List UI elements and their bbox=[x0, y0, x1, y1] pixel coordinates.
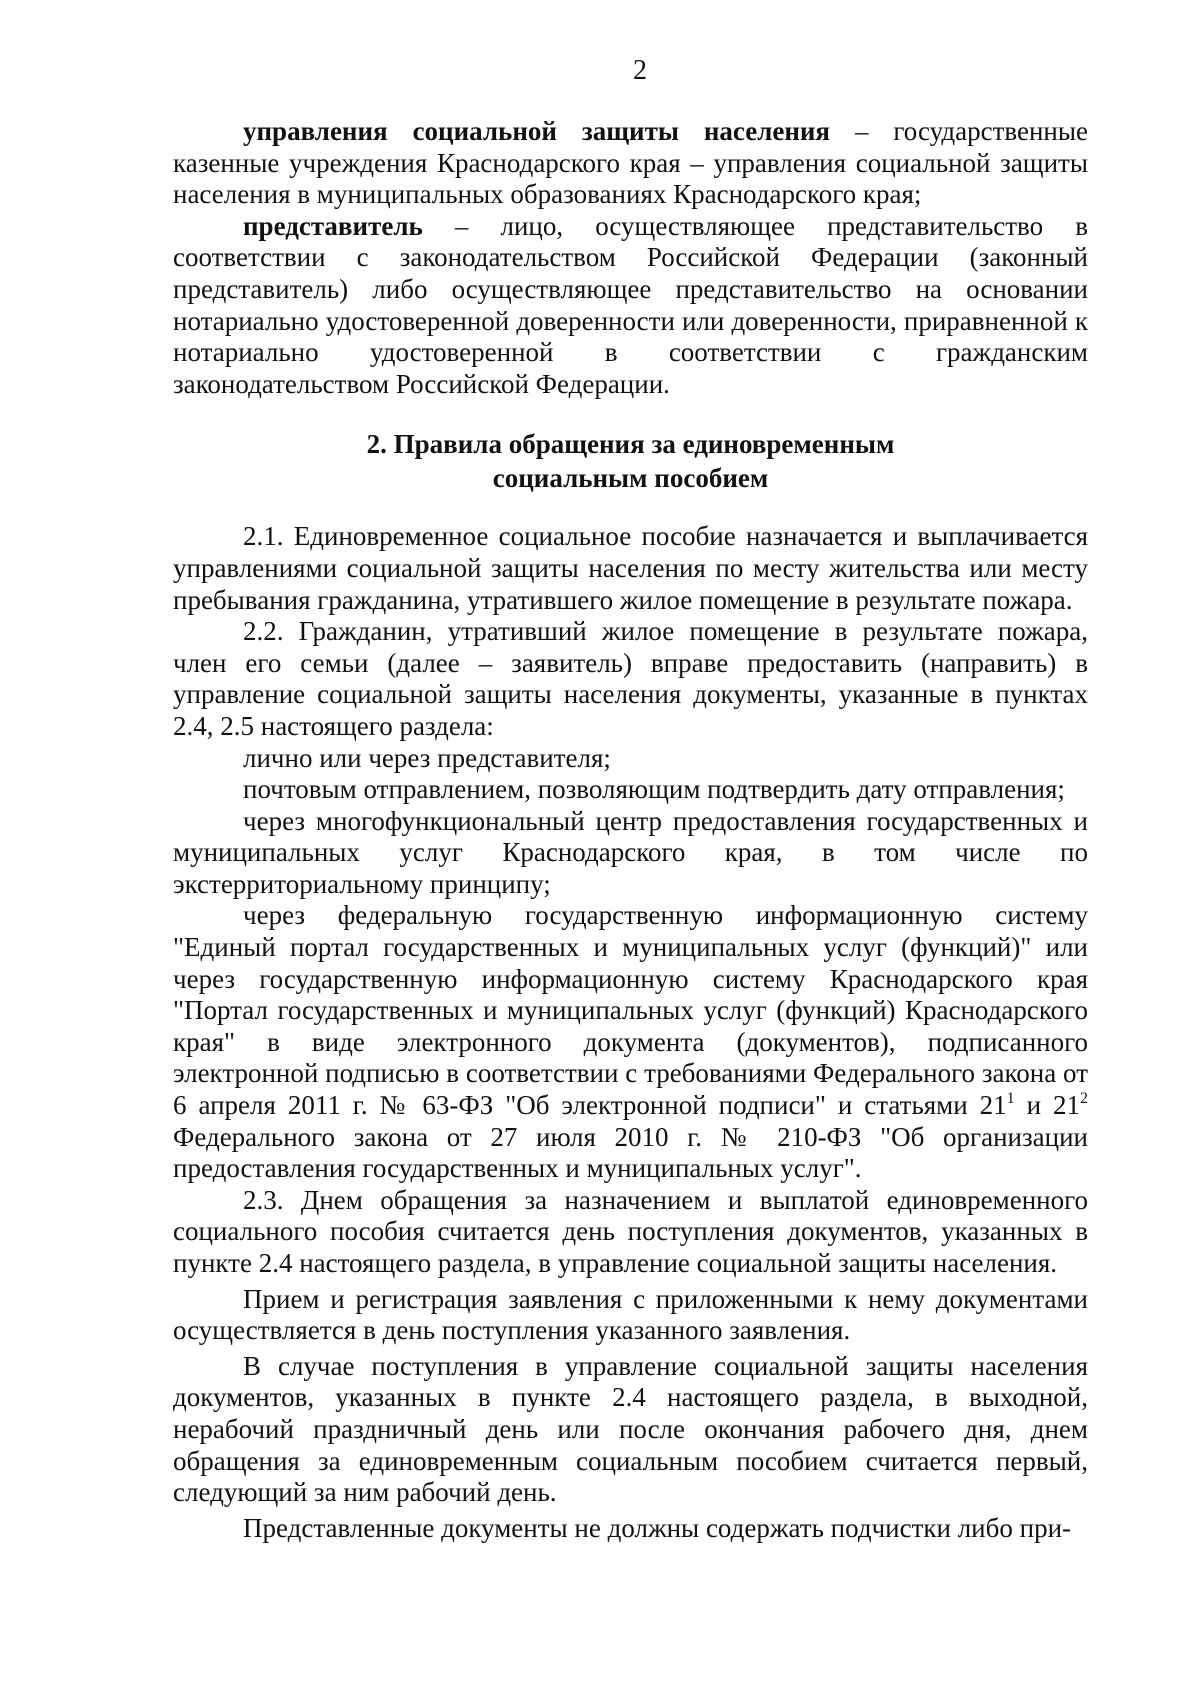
term-representative: представитель bbox=[243, 210, 423, 241]
definition-representative-text: – лицо, осуществляющее представительство в соответствии с законодательством Российской Федерации (законный представитель) либо осуществляющее представительство на основании нотариально удостоверенной доверенности или доверенности, приравненной к нотариально удостоверенной в соответствии с гражданским законодательством Российской Федерации. bbox=[173, 210, 1088, 399]
definition-social-protection-text: – государственные казенные учреждения Краснодарского края – управления социальной защиты населения в муниципальных образованиях Краснодарского края; bbox=[173, 116, 1088, 210]
page-number: 2 bbox=[633, 55, 647, 86]
paragraph-reception: Прием и регистрация заявления с приложенными к нему документами осуществляется в день поступления указанного заявления. bbox=[173, 1283, 1088, 1346]
paragraph-2-2: 2.2. Гражданин, утративший жилое помещение в результате пожара, член его семьи (далее – заявитель) вправе предоставить (направить) в управление социальной защиты населения документы, указанные в пунктах 2.4, 2.5 настоящего раздела: bbox=[173, 616, 1088, 741]
section-heading-line2: социальным пособием bbox=[492, 463, 769, 494]
portal-text-part1: через федеральную государственную информационную систему "Единый портал государственных и муниципальных услуг (функций)" или через государственную информационную систему Краснодарского края "Портал государственных и муниципальных услуг (функций) Краснодарского края" в виде электронного документа (документов), подписанного электронной подписью в соответствии с требованиями Федерального закона от 6 апреля 2011 г. № 63-ФЗ "Об электронной подписи" и статьями 21 bbox=[173, 900, 1088, 1121]
section-heading-line1: 2. Правила обращения за единовременным bbox=[366, 429, 895, 460]
section-heading bbox=[173, 427, 1088, 495]
superscript-2: 2 bbox=[1080, 1090, 1088, 1108]
paragraph-2-3: 2.3. Днем обращения за назначением и выплатой единовременного социального пособия считается день поступления документов, указанных в пункте 2.4 настоящего раздела, в управление социальной защиты населения. bbox=[173, 1184, 1088, 1278]
superscript-1: 1 bbox=[1006, 1090, 1015, 1108]
submission-way-personal: лично или через представителя; bbox=[243, 742, 611, 773]
portal-text-part3: Федерального закона от 27 июля 2010 г. № 210-ФЗ "Об организации предоставления государственных и муниципальных услуг". bbox=[173, 1121, 1088, 1184]
paragraph-2-1: 2.1. Единовременное социальное пособие назначается и выплачивается управлениями социальной защиты населения по месту жительства или месту пребывания гражданина, утратившего жилое помещение в результате пожара. bbox=[173, 521, 1088, 615]
definition-social-protection bbox=[173, 116, 1088, 211]
definition-representative bbox=[173, 211, 1088, 401]
paragraph-weekend: В случае поступления в управление социальной защиты населения документов, указанных в пункте 2.4 настоящего раздела, в выходной, нерабочий праздничный день или после окончания рабочего дня, днем обращения за единовременным социальным пособием считается первый, следующий за ним рабочий день. bbox=[173, 1350, 1088, 1508]
paragraph-last: Представленные документы не должны содержать подчистки либо при- bbox=[243, 1512, 1072, 1543]
submission-way-post: почтовым отправлением, позволяющим подтвердить дату отправления; bbox=[243, 774, 1065, 805]
term-social-protection: управления социальной защиты населения bbox=[243, 116, 831, 146]
document-body bbox=[173, 116, 1088, 1544]
submission-way-mfc: через многофункциональный центр предоставления государственных и муниципальных услуг Краснодарского края, в том числе по экстерриториальному принципу; bbox=[173, 805, 1088, 899]
portal-text-part2: и 21 bbox=[1014, 1090, 1080, 1121]
submission-way-portal bbox=[173, 900, 1088, 1184]
